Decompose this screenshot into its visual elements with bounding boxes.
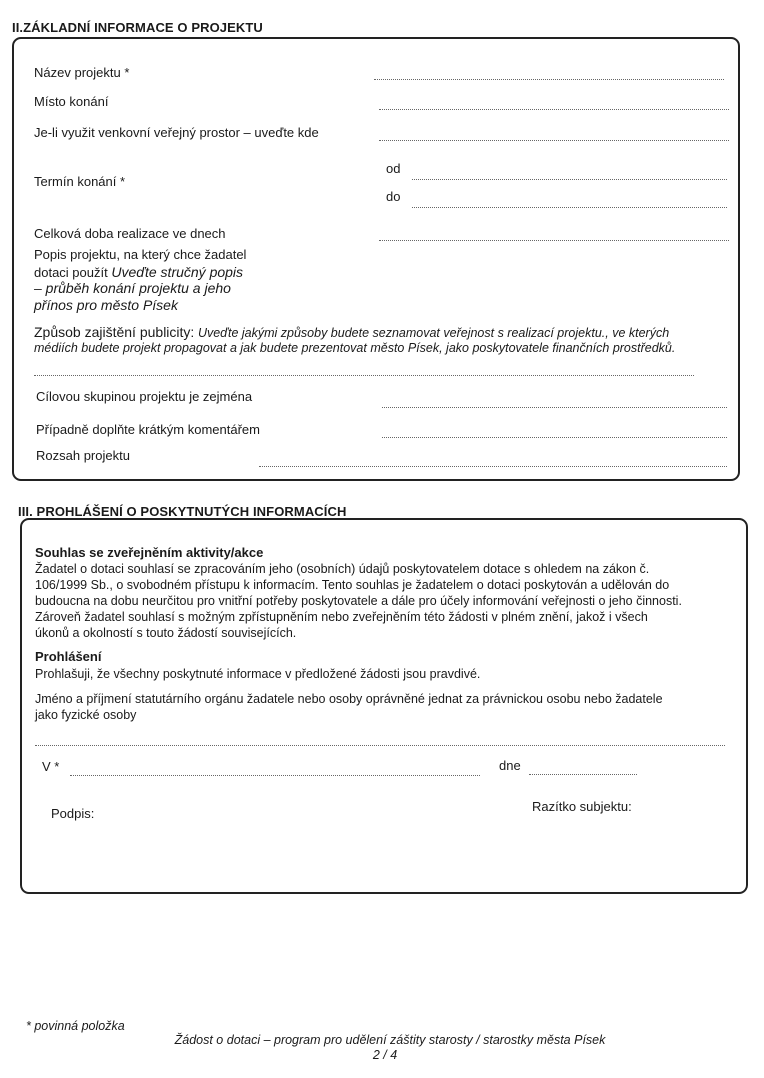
description-hint-1: Uveďte stručný popis <box>111 264 244 280</box>
consent-line-2: 106/1999 Sb., o svobodném přístupu k informacím. Tento souhlas je žadatelem o dotaci poskytován a udělován do <box>35 578 670 592</box>
project-name-label: Název projektu * <box>34 65 130 80</box>
statutory-name-field[interactable] <box>35 745 725 746</box>
venue-field[interactable] <box>379 109 729 110</box>
publicity-hint-2: médiích budete projekt propagovat a jak budete prezentovat město Písek, jako poskytovatele finančních prostředků. <box>34 341 676 355</box>
declaration-text: Prohlašuji, že všechny poskytnuté informace v předložené žádosti jsou pravdivé. <box>35 667 481 681</box>
required-note: * povinná položka <box>26 1019 125 1033</box>
place-label: V * <box>42 759 60 774</box>
consent-heading: Souhlas se zveřejněním aktivity/akce <box>35 545 264 560</box>
comment-label: Případně doplňte krátkým komentářem <box>36 422 260 437</box>
section-2-title: II.ZÁKLADNÍ INFORMACE O PROJEKTU <box>12 20 263 35</box>
sign-date-field[interactable] <box>529 774 637 775</box>
section-3-title: III. PROHLÁŠENÍ O POSKYTNUTÝCH INFORMACÍCH <box>18 504 347 519</box>
statutory-line-1: Jméno a příjmení statutárního orgánu žadatele nebo osoby oprávněné jednat za právnickou osobu nebo žadatele <box>35 692 663 706</box>
venue-label: Místo konání <box>34 94 109 109</box>
duration-label: Celková doba realizace ve dnech <box>34 226 226 241</box>
statutory-line-2: jako fyzické osoby <box>35 708 137 722</box>
project-name-field[interactable] <box>374 79 724 80</box>
date-label-sign: dne <box>499 758 521 773</box>
place-field[interactable] <box>70 775 480 776</box>
duration-field[interactable] <box>379 240 729 241</box>
consent-line-1: Žadatel o dotaci souhlasí se zpracováním jeho (osobních) údajů poskytovatelem dotace s ohledem na zákon č. <box>35 562 650 576</box>
public-space-field[interactable] <box>379 140 729 141</box>
consent-line-5: úkonů a okolností s touto žádostí souvisejících. <box>35 626 297 640</box>
scope-field[interactable] <box>259 466 727 467</box>
page-number: 2 / 4 <box>372 1048 398 1062</box>
target-group-field[interactable] <box>382 407 727 408</box>
publicity-hint-1: Uveďte jakými způsoby budete seznamovat veřejnost s realizací projektu., ve kterých <box>197 326 670 340</box>
scope-label: Rozsah projektu <box>36 448 130 463</box>
stamp-label: Razítko subjektu: <box>532 799 632 814</box>
description-hint-3: přínos pro město Písek <box>34 297 178 313</box>
comment-field[interactable] <box>382 437 727 438</box>
date-from-label: od <box>386 161 401 176</box>
description-hint-2: – průběh konání projektu a jeho <box>34 280 231 296</box>
description-label-1: Popis projektu, na který chce žadatel <box>34 247 247 262</box>
public-space-label: Je-li využit venkovní veřejný prostor – uveďte kde <box>34 125 319 140</box>
signature-label: Podpis: <box>51 806 95 821</box>
description-label-2: dotaci použít <box>34 265 108 280</box>
target-group-label: Cílovou skupinou projektu je zejména <box>36 389 253 404</box>
declaration-heading: Prohlášení <box>35 649 102 664</box>
section-3-box <box>20 518 748 894</box>
consent-line-3: budoucna na dobu neurčitou pro vnitřní potřeby poskytovatele a dále pro účely informování veřejnosti o jeho činnosti. <box>35 594 682 608</box>
date-to-label: do <box>386 189 401 204</box>
publicity-field[interactable] <box>34 375 694 376</box>
form-title: Žádost o dotaci – program pro udělení záštity starosty / starostky města Písek <box>174 1033 606 1047</box>
date-from-field[interactable] <box>412 179 727 180</box>
section-2-box <box>12 37 740 481</box>
publicity-label: Způsob zajištění publicity: <box>34 324 195 340</box>
date-to-field[interactable] <box>412 207 727 208</box>
date-label: Termín konání * <box>34 174 126 189</box>
consent-line-4: Zároveň žadatel souhlasí s možným zpřístupněním nebo zveřejněním této žádosti v plném znění, jakož i všech <box>35 610 648 624</box>
